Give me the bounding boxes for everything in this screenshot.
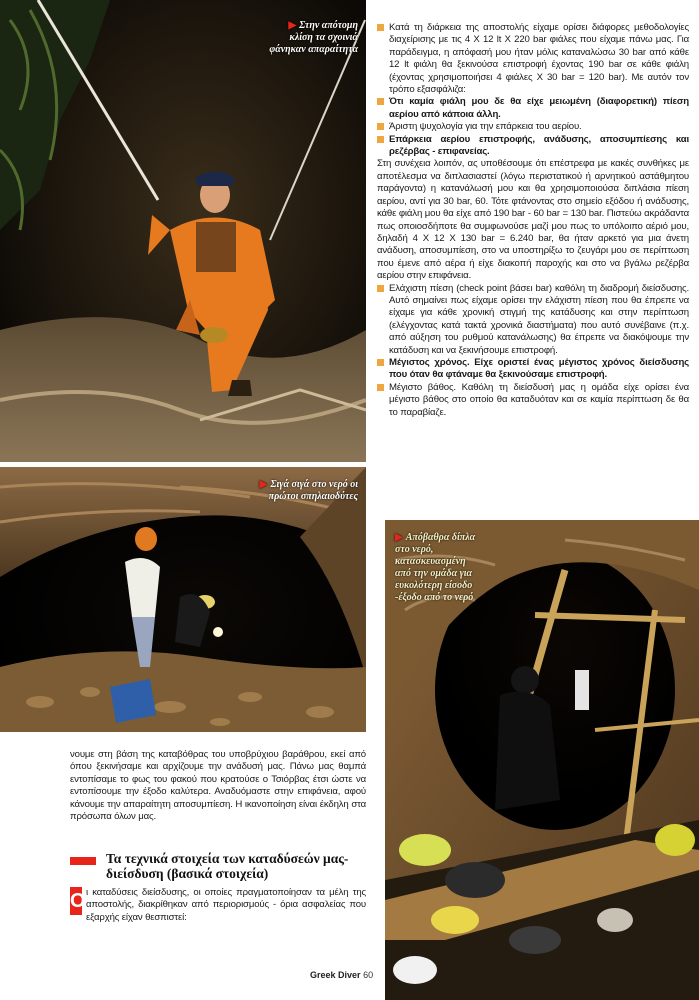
bullet-text: Ελάχιστη πίεση (check point βάσει bar) καθόλη τη διαδρομή διείσδυσης. Αυτό σημαίνει πως είχαμε ορίσει την ελάχιστη πίεση που θα έπρεπε να είχαμε για κάθε χρονική στιγμή της κατάδυσης και στην περίπτωση (ελέγχοντας κατά τακτά χρονικά διαστήματα) που αυτό συνέβαινε (π.χ. από αύξηση του ρυθμού κατανάλωσης) θα έπρεπε να διακόψουμε την κατάδυση και να ξεκινήσουμε επιστροφή.	[389, 282, 689, 356]
technical-section	[70, 852, 366, 924]
photo-middle-caption	[208, 479, 358, 503]
bullet-square-icon	[377, 359, 384, 366]
intro-paragraph	[377, 22, 689, 96]
caption-line: πρώτοι σπηλαιοδύτες	[268, 491, 358, 502]
caption-line: κλίση τα σχοινιά	[289, 32, 358, 43]
bullet-text: Άριστη ψυχολογία για την επάρκεια του αερίου.	[389, 121, 582, 133]
caption-line: από την ομάδα για	[395, 568, 473, 579]
caption-line: Σιγά σιγά στο νερό οι	[270, 479, 358, 490]
bullet-item	[377, 382, 689, 419]
paragraph: Κατά τη διάρκεια της αποστολής είχαμε ορίσει διάφορες μεθοδολογίες διαχείρισης με τις 4 Χ 12 lt Χ 220 bar φιάλες που είχαμε πάνω μας. Για παράδειγμα, η απόφασή μου ήταν μόλις καταναλώσω 30 bar από κάθε 12 lt φιάλη θα ξεκινούσα επιστροφή έχοντας 190 bar σε κάθε φιάλη (έχοντας χρησιμοποιήσει 4 φιάλες Χ 30 bar = 120 bar). Με αυτόν τον τρόπο εξασφάλιζα:	[389, 22, 689, 96]
bullet-square-icon	[377, 136, 384, 143]
caption-line: -έξοδο από το νερό	[395, 592, 474, 603]
bullet-item	[377, 121, 689, 133]
bullet-square-icon	[377, 24, 384, 31]
page-number: 60	[363, 970, 374, 980]
section-heading	[70, 852, 366, 881]
paragraph: Στη συνέχεια λοιπόν, ας υποθέσουμε ότι επέστρεφα με κακές συνθήκες με αποτέλεσμα να διπλασιαστεί (λόγω περιστατικού ή αρνητικού αστάθμητου παράγοντα) η κατανάλωσή μου και θα χρησιμοποιούσα διπλάσια πίεση αερίου, αντί για 30 bar, 60. Τότε φτάνοντας στο σημείο εξόδου ή ανάδυσης, κάθε φιάλη μου θα είχε από 190 bar - 60 bar = 130 bar. Πιστεύω ακράδαντα πως οποιοσδήποτε θα συμφωνούσε μαζί μου πως το υπόλοιπο αέριό μου, δηλαδή 4 Χ 12 Χ 130 bar = 6.240 bar, θα ήταν αρκετό για μια άνετη ανάδυση, αποσυμπίεση, στο να υποστηρίξω το ζευγάρι μου σε περίπτωση που έμενε από αέρα ή είχε διακοπή παροχής και στο να βγάλω ρεζέρβα αερίου στην επιφάνεια.	[377, 158, 689, 282]
section-title: Τα τεχνικά στοιχεία των καταδύσεών μας- διείσδυση (βασικά στοιχεία)	[106, 851, 349, 881]
bullet-square-icon	[377, 384, 384, 391]
magazine-name: Greek Diver	[310, 970, 361, 980]
photo-top-caption	[218, 20, 358, 56]
bullet-item	[377, 357, 689, 382]
caption-arrow-icon: ▶	[288, 20, 297, 31]
caption-line: Απόβαθρα δίπλα	[405, 532, 476, 543]
caption-line: φάνηκαν απαραίτητα	[269, 44, 358, 55]
caption-line: κατασκευασμένη	[395, 556, 466, 567]
caption-line: Στην απότομη	[299, 20, 358, 31]
caption-arrow-icon: ▶	[395, 532, 403, 543]
section-lead	[70, 887, 366, 924]
bullet-square-icon	[377, 123, 384, 130]
left-column-paragraph: νουμε στη βάση της καταβόθρας του υποβρύχιου βαράθρου, εκεί από όπου ξεκινήσαμε και αρχίζουμε την ανάδυσή μας. Πάνω μας θαμπά εντοπίσαμε το φως του φακού που κρατούσε ο Τσιόρβας έτσι ώστε να εντοπίσουμε την έξοδο καλύτερα. Αναδυόμαστε στην επιφάνεια, αφού κάνουμε την απαραίτητη αποσυμπίεση. Η ικανοποίηση είναι έκδηλη στα πρόσωπα όλων μας.	[70, 749, 366, 823]
section-marker-bar	[70, 857, 96, 865]
caption-arrow-icon: ▶	[259, 479, 268, 490]
bullet-square-icon	[377, 98, 384, 105]
bullet-square-icon	[377, 285, 384, 292]
bullet-text: Ότι καμία φιάλη μου δε θα είχε μειωμένη (διαφορετική) πίεση αερίου από κάποια άλλη.	[389, 96, 689, 120]
bullet-text: Επάρκεια αερίου επιστροφής, ανάδυσης, αποσυμπίεσης και ρεζέρβας - επιφανείας.	[389, 133, 689, 158]
right-column-text	[377, 22, 689, 419]
drop-cap: Ο	[70, 887, 82, 915]
page-footer	[310, 970, 373, 980]
caption-line: ευκολότερη είσοδο	[395, 580, 473, 591]
photo-cave-divers	[0, 467, 366, 732]
bullet-text: Μέγιστος χρόνος. Είχε οριστεί ένας μέγιστος χρόνος διείσδυσης που όταν θα φτάναμε θα ξεκινούσαμε επιστροφή.	[389, 356, 689, 381]
caption-line: στο νερό,	[395, 544, 434, 555]
photo-right-caption	[395, 532, 525, 604]
bullet-item	[377, 283, 689, 357]
bullet-item	[377, 96, 689, 121]
lead-text: ι καταδύσεις διείσδυσης, οι οποίες πραγματοποίησαν τα μέλη της αποστολής, διακρίθηκαν από περιορισμούς - όρια ασφαλείας που εξαρχής είχαν θεσπιστεί:	[86, 887, 366, 923]
photo-rope-climb	[0, 0, 366, 462]
bullet-item	[377, 134, 689, 159]
bullet-text: Μέγιστο βάθος. Καθόλη τη διείσδυσή μας η ομάδα είχε ορίσει ένα μέγιστο βάθος στο οποίο θα καταδυόταν και σε καμία περίπτωση δε θα το παραβίαζε.	[389, 381, 689, 418]
photo-platform	[385, 520, 699, 1000]
